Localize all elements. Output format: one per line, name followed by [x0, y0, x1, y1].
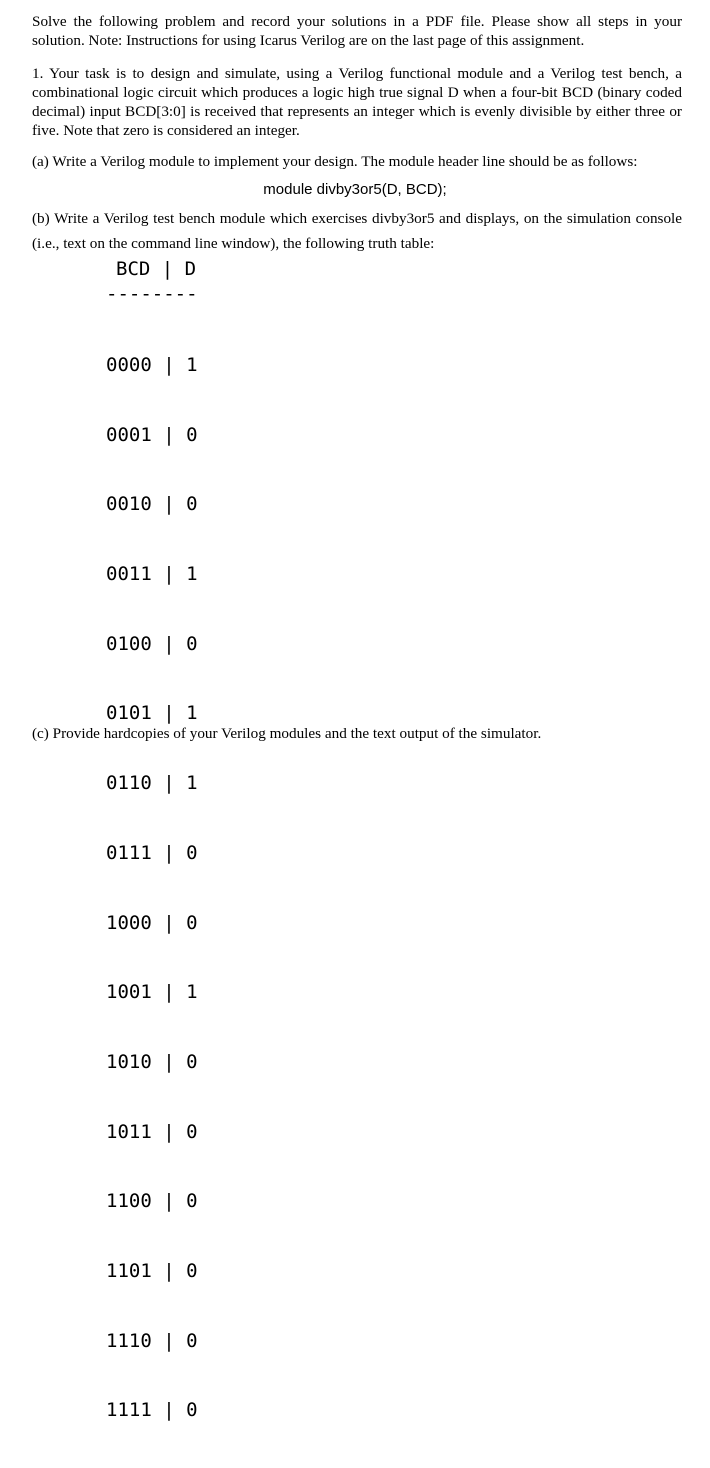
truth-table-row: 0110 | 1 [106, 772, 198, 795]
truth-table-row: 1100 | 0 [106, 1190, 198, 1213]
truth-table-header: BCD | D [116, 258, 197, 280]
truth-table-row: 1000 | 0 [106, 911, 198, 934]
truth-table-separator: -------- [106, 283, 198, 305]
task-paragraph: 1. Your task is to design and simulate, using a Verilog functional module and a Verilog test bench, a combinational logic circuit which produces a logic high true signal D when a four-bit BCD (binary coded decimal) input BCD[3:0] is received that represents an integer which is evenly divisible by either three or five. Note that zero is considered an integer. [32, 65, 682, 139]
module-header-line: module divby3or5(D, BCD); [263, 181, 447, 198]
truth-table-row: 0101 | 1 [106, 702, 198, 725]
truth-table-row: 1011 | 0 [106, 1120, 198, 1143]
truth-table-row: 1110 | 0 [106, 1329, 198, 1352]
truth-table-row: 0001 | 0 [106, 423, 198, 446]
truth-table-row: 0111 | 0 [106, 841, 198, 864]
truth-table-row: 0011 | 1 [106, 563, 198, 586]
truth-table-row: 0010 | 0 [106, 493, 198, 516]
truth-table-row: 1001 | 1 [106, 981, 198, 1004]
part-c-paragraph: (c) Provide hardcopies of your Verilog modules and the text output of the simulator. [32, 725, 542, 742]
intro-paragraph: Solve the following problem and record your solutions in a PDF file. Please show all steps in your solution. Note: Instructions for using Icarus Verilog are on the last page of this assignment. [32, 13, 682, 49]
part-b-paragraph: (b) Write a Verilog test bench module which exercises divby3or5 and displays, on the simulation console (i.e., text on the command line window), the following truth table: [32, 210, 682, 252]
truth-table-row: 0000 | 1 [106, 354, 198, 376]
truth-table-row: 1101 | 0 [106, 1259, 198, 1282]
truth-table-row: 1111 | 0 [106, 1399, 198, 1422]
truth-table-body [106, 309, 198, 1468]
truth-table-row: 0100 | 0 [106, 632, 198, 655]
truth-table-row: 1010 | 0 [106, 1050, 198, 1073]
part-a-paragraph: (a) Write a Verilog module to implement your design. The module header line should be as follows: [32, 153, 638, 170]
